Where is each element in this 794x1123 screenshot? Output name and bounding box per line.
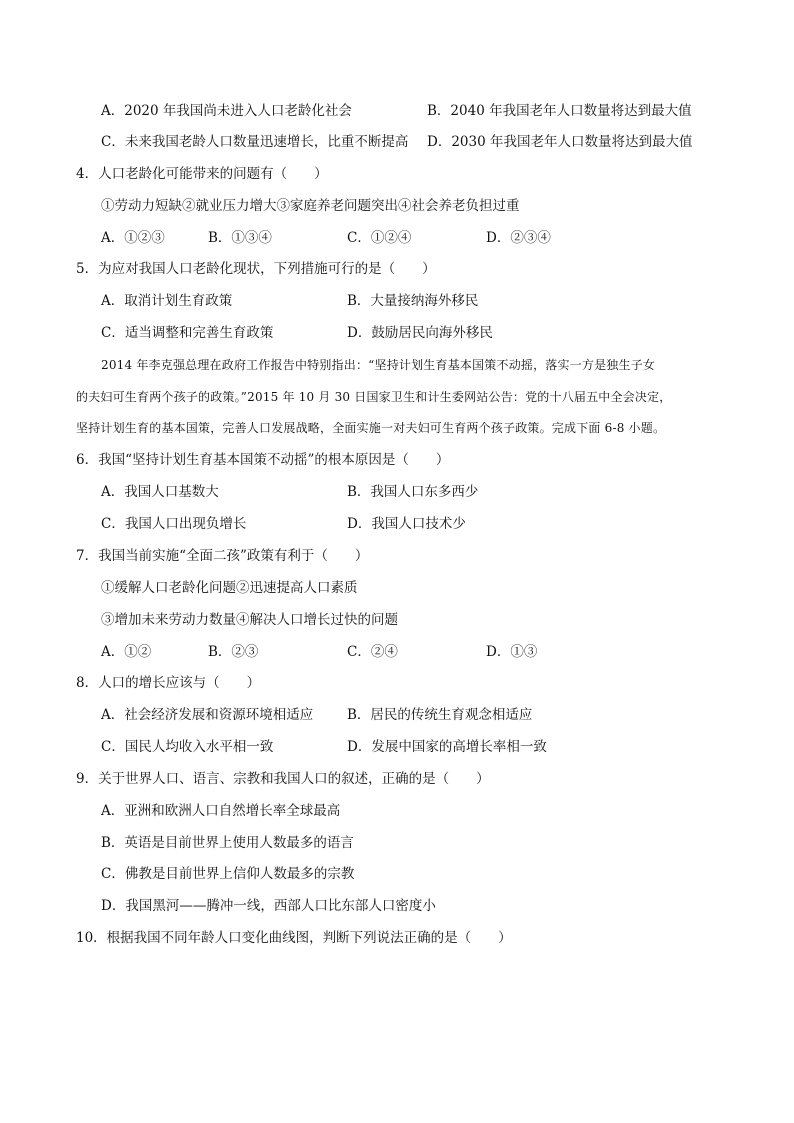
q3-option-b: B．2040 年我国老年人口数量将达到最大值 <box>427 103 692 119</box>
passage-line-3: 坚持计划生育的基本国策，完善人口发展战略，全面实施一对夫妇可生育两个孩子政策。完成下面 6-8 小题。 <box>76 421 666 435</box>
q9-option-d: D．我国黑河——腾冲一线，西部人口比东部人口密度小 <box>101 898 436 914</box>
q6-option-c: C．我国人口出现负增长 <box>101 516 247 532</box>
q5-stem: 5．为应对我国人口老龄化现状，下列措施可行的是（ ） <box>76 261 436 277</box>
q8-option-c: C．国民人均收入水平相一致 <box>101 739 274 755</box>
q4-items: ①劳动力短缺②就业压力增大③家庭养老问题突出④社会养老负担过重 <box>101 198 520 214</box>
q6-option-d: D．我国人口技术少 <box>347 516 466 532</box>
q4-option-a: A．①②③ <box>101 230 165 246</box>
q5-option-a: A．取消计划生育政策 <box>101 293 233 309</box>
q8-option-b: B．居民的传统生育观念相适应 <box>347 707 533 723</box>
q7-items-line-2: ③增加未来劳动力数量④解决人口增长过快的问题 <box>101 612 398 628</box>
q8-stem: 8．人口的增长应该与（ ） <box>76 675 261 691</box>
passage-line-2: 的夫妇可生育两个孩子的政策。”2015 年 10 月 30 日国家卫生和计生委网站公告：党的十八届五中全会决定， <box>76 390 672 404</box>
q6-stem: 6．我国“坚持计划生育基本国策不动摇”的根本原因是（ ） <box>76 452 450 468</box>
q7-option-c: C．②④ <box>347 644 398 660</box>
q10-stem: 10．根据我国不同年龄人口变化曲线图，判断下列说法正确的是（ ） <box>76 930 512 946</box>
q6-option-a: A．我国人口基数大 <box>101 484 219 500</box>
q7-items-line-1: ①缓解人口老龄化问题②迅速提高人口素质 <box>101 580 358 596</box>
q7-stem: 7．我国当前实施“全面二孩”政策有利于（ ） <box>76 548 369 564</box>
q4-option-d: D．②③④ <box>486 230 551 246</box>
q3-option-d: D．2030 年我国老年人口数量将达到最大值 <box>427 134 693 150</box>
q9-stem: 9．关于世界人口、语言、宗教和我国人口的叙述，正确的是（ ） <box>76 771 490 787</box>
q5-option-c: C．适当调整和完善生育政策 <box>101 325 274 341</box>
q3-option-c: C．未来我国老龄人口数量迅速增长，比重不断提高 <box>101 134 409 150</box>
q5-option-d: D．鼓励居民向海外移民 <box>347 325 493 341</box>
q3-option-a: A．2020 年我国尚未进入人口老龄化社会 <box>101 103 352 119</box>
q9-option-c: C．佛教是目前世界上信仰人数最多的宗教 <box>101 866 355 882</box>
q7-option-d: D．①③ <box>486 644 538 660</box>
q7-option-a: A．①② <box>101 644 152 660</box>
q7-option-b: B．②③ <box>208 644 259 660</box>
q8-option-d: D．发展中国家的高增长率相一致 <box>347 739 547 755</box>
q9-option-a: A．亚洲和欧洲人口自然增长率全球最高 <box>101 803 341 819</box>
q8-option-a: A．社会经济发展和资源环境相适应 <box>101 707 314 723</box>
q6-option-b: B．我国人口东多西少 <box>347 484 479 500</box>
passage-line-1: 2014 年李克强总理在政府工作报告中特别指出：“坚持计划生育基本国策不动摇，落实一方是独生子女 <box>101 358 656 372</box>
q5-option-b: B．大量接纳海外移民 <box>347 293 479 309</box>
q4-option-b: B．①③④ <box>208 230 272 246</box>
q4-option-c: C．①②④ <box>347 230 412 246</box>
q4-stem: 4．人口老龄化可能带来的问题有（ ） <box>76 166 328 182</box>
q9-option-b: B．英语是目前世界上使用人数最多的语言 <box>101 835 354 851</box>
